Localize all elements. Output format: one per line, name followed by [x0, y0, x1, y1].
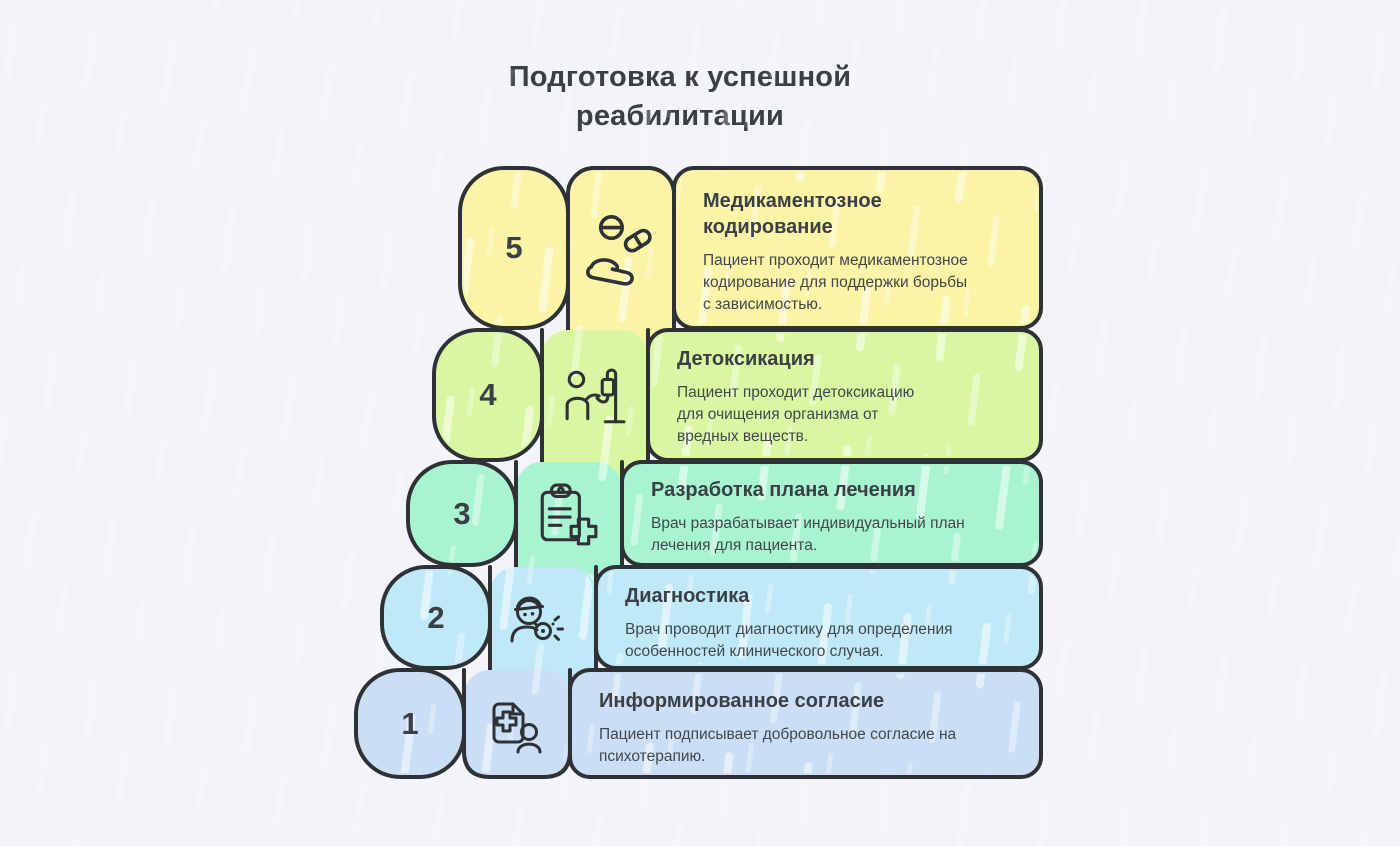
step-number: 5	[505, 230, 523, 265]
step-number: 3	[453, 496, 471, 531]
step-title: Информированное согласие	[599, 690, 885, 712]
doctor-diagnostics-icon	[504, 589, 568, 653]
step-number: 1	[401, 706, 419, 741]
step-title: Диагностика	[625, 585, 750, 607]
step-item	[625, 583, 975, 663]
consent-document-icon	[484, 695, 548, 759]
step-description: Пациент проходит медикаментозное кодирование для поддержки борьбы с зависимостью.	[703, 252, 968, 313]
step-number: 2	[427, 600, 445, 635]
step-title: Детоксикация	[677, 348, 815, 370]
step-item	[703, 188, 968, 316]
page-title: Подготовка к успешной реабилитации	[508, 61, 852, 133]
step-number: 4	[479, 377, 497, 412]
step-item	[599, 688, 1009, 768]
step-description: Врач разрабатывает индивидуальный план лечения для пациента.	[651, 515, 965, 554]
pills-in-hand-icon	[585, 212, 657, 298]
step-title: Медикаментозное кодирование	[703, 190, 882, 238]
step-title: Разработка плана лечения	[651, 479, 916, 501]
clipboard-plus-icon	[534, 482, 600, 548]
step-description: Пациент подписывает добровольное согласие на психотерапию.	[599, 726, 957, 765]
iv-drip-icon	[562, 364, 628, 430]
step-item	[651, 477, 981, 557]
step-item	[677, 346, 939, 448]
step-description: Пациент проходит детоксикацию для очищения организма от вредных веществ.	[677, 384, 915, 445]
step-description: Врач проводит диагностику для определения особенностей клинического случая.	[625, 621, 953, 660]
